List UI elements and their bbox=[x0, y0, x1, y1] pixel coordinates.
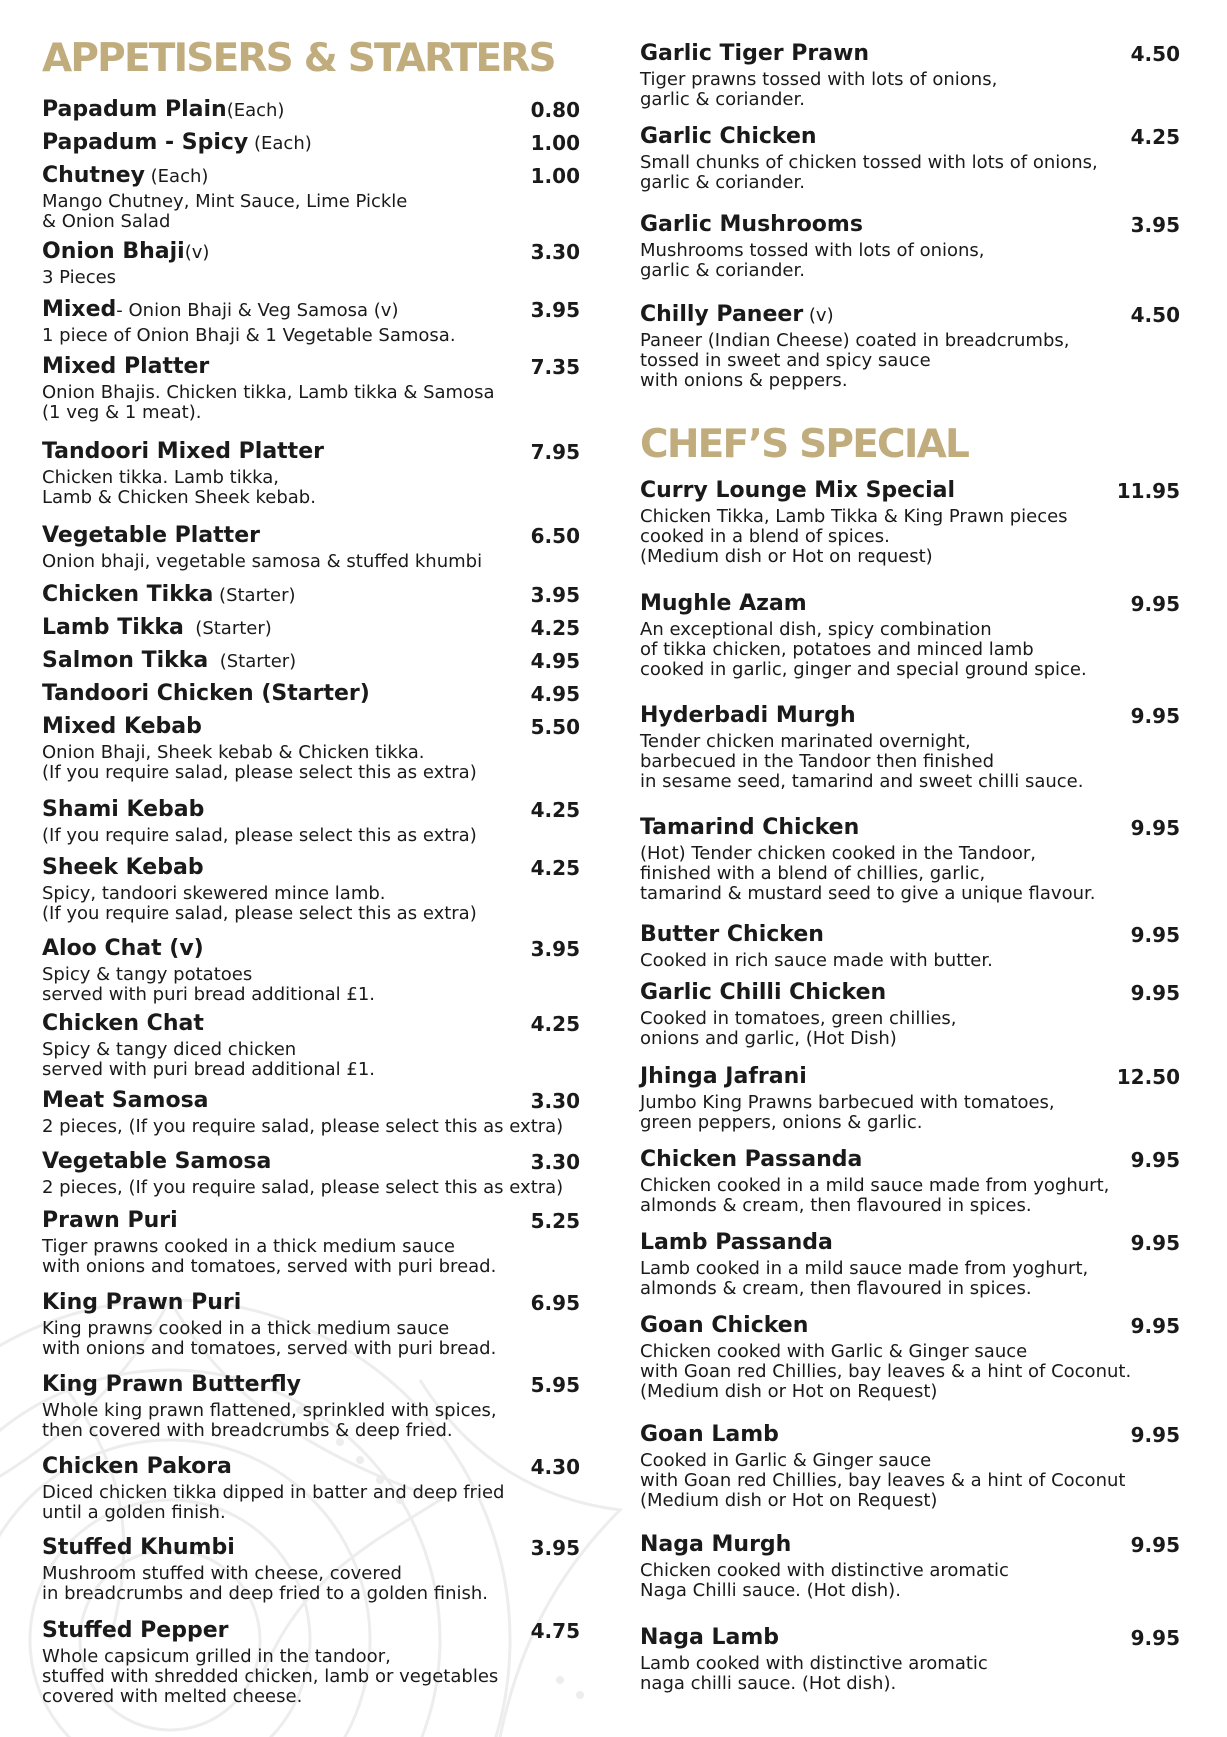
item-name bbox=[42, 95, 284, 126]
item-description: 1 piece of Onion Bhaji & 1 Vegetable Samosa. bbox=[42, 325, 456, 346]
menu-item-header bbox=[42, 646, 580, 676]
menu-item-chicken-passanda bbox=[640, 1145, 1180, 1216]
item-price: 11.95 bbox=[1116, 479, 1180, 503]
item-name bbox=[42, 1452, 232, 1482]
item-name bbox=[640, 300, 834, 331]
item-name-text: King Prawn Butterfly bbox=[42, 1372, 302, 1397]
item-name bbox=[42, 613, 272, 644]
item-name-text: Chutney bbox=[42, 163, 145, 188]
menu-item-aloo-chat-v bbox=[42, 934, 580, 1005]
item-name bbox=[640, 1311, 808, 1341]
item-price: 3.95 bbox=[530, 298, 580, 322]
item-note: (v) bbox=[803, 305, 834, 326]
item-description: Lamb cooked with distinctive aromatic naga chilli sauce. (Hot dish). bbox=[640, 1653, 988, 1694]
menu-item-header bbox=[42, 437, 580, 467]
menu-item-papadum-plain bbox=[42, 95, 580, 125]
menu-item-header bbox=[42, 795, 580, 825]
menu-item-garlic-chicken bbox=[640, 122, 1180, 193]
item-price: 9.95 bbox=[1130, 1626, 1180, 1650]
item-name bbox=[42, 853, 204, 883]
item-name-text: Lamb Passanda bbox=[640, 1230, 833, 1255]
item-description: Chicken cooked with Garlic & Ginger sauce with Goan red Chillies, bay leaves & a hint of Coconut. (Medium dish or Hot on Request) bbox=[640, 1341, 1132, 1402]
menu-item-naga-murgh bbox=[640, 1530, 1180, 1601]
item-name-text: Vegetable Samosa bbox=[42, 1149, 272, 1174]
item-description: Spicy & tangy diced chicken served with puri bread additional £1. bbox=[42, 1039, 376, 1080]
item-price: 4.75 bbox=[530, 1619, 580, 1643]
item-description: Mushroom stuffed with cheese, covered in breadcrumbs and deep fried to a golden finish. bbox=[42, 1563, 488, 1604]
item-name-text: Tamarind Chicken bbox=[640, 815, 860, 840]
menu-item-header bbox=[42, 128, 580, 158]
menu-item-mixed-kebab bbox=[42, 712, 580, 783]
item-price: 0.80 bbox=[530, 98, 580, 122]
item-name bbox=[640, 1062, 807, 1092]
item-description: Onion bhaji, vegetable samosa & stuffed khumbi bbox=[42, 551, 483, 572]
item-name-text: Goan Chicken bbox=[640, 1313, 809, 1338]
item-description: 2 pieces, (If you require salad, please select this as extra) bbox=[42, 1177, 564, 1198]
menu-item-jhinga-jafrani bbox=[640, 1062, 1180, 1133]
item-description: Jumbo King Prawns barbecued with tomatoes, green peppers, onions & garlic. bbox=[640, 1092, 1055, 1133]
menu-item-garlic-tiger-prawn bbox=[640, 39, 1180, 110]
item-note: (Each) bbox=[248, 133, 312, 154]
item-name bbox=[42, 128, 312, 159]
menu-item-header bbox=[640, 978, 1180, 1008]
item-name-text: Chilly Paneer bbox=[640, 302, 804, 327]
item-description: Mango Chutney, Mint Sauce, Lime Pickle & Onion Salad bbox=[42, 191, 408, 232]
section-title-appetisers: APPETISERS & STARTERS bbox=[42, 36, 555, 81]
item-name-text: Naga Murgh bbox=[640, 1532, 792, 1557]
menu-item-salmon-tikka bbox=[42, 646, 580, 676]
menu-item-header bbox=[42, 352, 580, 382]
menu-item-header bbox=[42, 1452, 580, 1482]
item-name bbox=[640, 1420, 779, 1450]
item-name bbox=[42, 646, 296, 677]
menu-item-sheek-kebab bbox=[42, 853, 580, 924]
item-name bbox=[640, 122, 817, 152]
menu-item-header bbox=[640, 1420, 1180, 1450]
item-description: Paneer (Indian Cheese) coated in breadcrumbs, tossed in sweet and spicy sauce with onions & peppers. bbox=[640, 330, 1070, 391]
item-price: 5.25 bbox=[530, 1209, 580, 1233]
menu-item-header bbox=[640, 300, 1180, 330]
menu-item-header bbox=[42, 1147, 580, 1177]
item-name-text: Butter Chicken bbox=[640, 922, 824, 947]
item-name-text: Mixed Platter bbox=[42, 354, 210, 379]
menu-item-lamb-tikka bbox=[42, 613, 580, 643]
menu-item-mixed-platter bbox=[42, 352, 580, 423]
menu-item-shami-kebab bbox=[42, 795, 580, 846]
item-description: Spicy, tandoori skewered mince lamb. (If you require salad, please select this as extra) bbox=[42, 883, 477, 924]
item-price: 4.95 bbox=[530, 649, 580, 673]
menu-item-curry-lounge-mix-special bbox=[640, 476, 1180, 567]
item-description: Chicken Tikka, Lamb Tikka & King Prawn pieces cooked in a blend of spices. (Medium dish or Hot on request) bbox=[640, 506, 1068, 567]
item-price: 9.95 bbox=[1130, 1231, 1180, 1255]
item-price: 3.95 bbox=[530, 583, 580, 607]
item-name-text: Mixed bbox=[42, 297, 117, 322]
item-name bbox=[42, 237, 209, 268]
menu-item-header bbox=[42, 521, 580, 551]
item-name-text: Goan Lamb bbox=[640, 1422, 779, 1447]
item-name-text: Curry Lounge Mix Special bbox=[640, 478, 956, 503]
item-name-text: Stuffed Khumbi bbox=[42, 1535, 235, 1560]
menu-item-hyderbadi-murgh bbox=[640, 701, 1180, 792]
item-name-text: Prawn Puri bbox=[42, 1208, 178, 1233]
menu-item-header bbox=[42, 853, 580, 883]
item-name-text: Chicken Chat bbox=[42, 1011, 204, 1036]
menu-item-header bbox=[42, 613, 580, 643]
item-description: Small chunks of chicken tossed with lots of onions, garlic & coriander. bbox=[640, 152, 1098, 193]
item-price: 9.95 bbox=[1130, 1314, 1180, 1338]
item-price: 4.25 bbox=[1130, 125, 1180, 149]
section-title-chefs-special: CHEF’S SPECIAL bbox=[640, 422, 969, 467]
item-name bbox=[42, 1370, 301, 1400]
item-note: (Starter) bbox=[208, 651, 297, 672]
item-name bbox=[640, 1228, 833, 1258]
item-name-text: Hyderbadi Murgh bbox=[640, 703, 856, 728]
item-name-text: Naga Lamb bbox=[640, 1625, 780, 1650]
item-price: 9.95 bbox=[1130, 1533, 1180, 1557]
item-description: Chicken cooked in a mild sauce made from yoghurt, almonds & cream, then flavoured in spices. bbox=[640, 1175, 1110, 1216]
item-name-text: Jhinga Jafrani bbox=[640, 1064, 807, 1089]
item-name-text: Mixed Kebab bbox=[42, 714, 202, 739]
item-price: 9.95 bbox=[1130, 816, 1180, 840]
item-name-text: Mughle Azam bbox=[640, 591, 807, 616]
item-name-text: Shami Kebab bbox=[42, 797, 205, 822]
item-price: 6.95 bbox=[530, 1291, 580, 1315]
item-description: (Hot) Tender chicken cooked in the Tandoor, finished with a blend of chillies, garlic, tamarind & mustard seed to give a unique flavour. bbox=[640, 843, 1096, 904]
menu-item-header bbox=[640, 476, 1180, 506]
item-price: 1.00 bbox=[530, 164, 580, 188]
menu-item-header bbox=[640, 39, 1180, 69]
item-name-text: King Prawn Puri bbox=[42, 1290, 242, 1315]
item-note: (Starter) bbox=[213, 585, 296, 606]
menu-item-header bbox=[42, 295, 580, 325]
menu-item-header bbox=[640, 701, 1180, 731]
item-price: 3.95 bbox=[530, 1536, 580, 1560]
menu-item-header bbox=[42, 1086, 580, 1116]
menu-item-prawn-puri bbox=[42, 1206, 580, 1277]
item-description: 2 pieces, (If you require salad, please select this as extra) bbox=[42, 1116, 564, 1137]
item-price: 4.25 bbox=[530, 856, 580, 880]
menu-item-header bbox=[42, 1288, 580, 1318]
menu-item-chicken-tikka bbox=[42, 580, 580, 610]
item-name bbox=[42, 295, 398, 326]
item-name bbox=[640, 1530, 791, 1560]
menu-item-header bbox=[640, 1623, 1180, 1653]
item-name bbox=[640, 978, 886, 1008]
item-description: An exceptional dish, spicy combination of tikka chicken, potatoes and minced lamb cooked in garlic, ginger and special ground spice. bbox=[640, 619, 1087, 680]
menu-item-garlic-chilli-chicken bbox=[640, 978, 1180, 1049]
menu-item-garlic-mushrooms bbox=[640, 210, 1180, 281]
item-name bbox=[640, 920, 824, 950]
item-price: 1.00 bbox=[530, 131, 580, 155]
item-name-text: Chicken Pakora bbox=[42, 1454, 232, 1479]
menu-item-tandoori-mixed-platter bbox=[42, 437, 580, 508]
item-description: Cooked in Garlic & Ginger sauce with Goan red Chillies, bay leaves & a hint of Coconut (Medium dish or Hot on Request) bbox=[640, 1450, 1126, 1511]
menu-item-header bbox=[42, 580, 580, 610]
menu-item-header bbox=[640, 122, 1180, 152]
item-description: Cooked in rich sauce made with butter. bbox=[640, 950, 993, 971]
item-name-text: Garlic Tiger Prawn bbox=[640, 41, 870, 66]
menu-item-header bbox=[42, 712, 580, 742]
item-description: Onion Bhaji, Sheek kebab & Chicken tikka. (If you require salad, please select this as extra) bbox=[42, 742, 477, 783]
menu-item-chilly-paneer bbox=[640, 300, 1180, 391]
item-name bbox=[42, 795, 204, 825]
item-price: 3.30 bbox=[530, 240, 580, 264]
item-description: Mushrooms tossed with lots of onions, garlic & coriander. bbox=[640, 240, 985, 281]
item-price: 4.95 bbox=[530, 682, 580, 706]
item-name-text: Garlic Chilli Chicken bbox=[640, 980, 887, 1005]
item-description: Tiger prawns cooked in a thick medium sauce with onions and tomatoes, served with puri bread. bbox=[42, 1236, 497, 1277]
item-name-text: Lamb Tikka bbox=[42, 615, 184, 640]
item-name bbox=[640, 589, 807, 619]
item-description: (If you require salad, please select this as extra) bbox=[42, 825, 477, 846]
menu-item-header bbox=[640, 920, 1180, 950]
item-name-text: Papadum - Spicy bbox=[42, 130, 249, 155]
menu-item-header bbox=[640, 1311, 1180, 1341]
menu-item-chicken-pakora bbox=[42, 1452, 580, 1523]
item-name bbox=[42, 1009, 204, 1039]
item-name bbox=[42, 1616, 228, 1646]
menu-item-header bbox=[42, 934, 580, 964]
item-name-text: Sheek Kebab bbox=[42, 855, 204, 880]
item-name bbox=[42, 1533, 235, 1563]
menu-item-header bbox=[640, 589, 1180, 619]
item-note: (v) bbox=[184, 242, 210, 263]
item-price: 3.95 bbox=[1130, 213, 1180, 237]
item-price: 3.30 bbox=[530, 1089, 580, 1113]
item-price: 6.50 bbox=[530, 524, 580, 548]
item-description: Diced chicken tikka dipped in batter and deep fried until a golden finish. bbox=[42, 1482, 505, 1523]
menu-item-header bbox=[42, 1533, 580, 1563]
item-description: Tiger prawns tossed with lots of onions, garlic & coriander. bbox=[640, 69, 998, 110]
menu-item-goan-lamb bbox=[640, 1420, 1180, 1511]
menu-item-onion-bhaji bbox=[42, 237, 580, 288]
menu-item-vegetable-platter bbox=[42, 521, 580, 572]
item-name-text: Meat Samosa bbox=[42, 1088, 209, 1113]
item-price: 9.95 bbox=[1130, 981, 1180, 1005]
menu-item-lamb-passanda bbox=[640, 1228, 1180, 1299]
item-price: 3.30 bbox=[530, 1150, 580, 1174]
item-name bbox=[42, 1206, 178, 1236]
menu-item-header bbox=[42, 1616, 580, 1646]
item-name-text: Papadum Plain bbox=[42, 97, 227, 122]
item-name bbox=[640, 813, 859, 843]
menu-item-header bbox=[42, 1206, 580, 1236]
item-name-text: Onion Bhaji bbox=[42, 239, 185, 264]
item-name-text: Stuffed Pepper bbox=[42, 1618, 229, 1643]
menu-item-naga-lamb bbox=[640, 1623, 1180, 1694]
item-name-text: Garlic Chicken bbox=[640, 124, 817, 149]
menu-item-header bbox=[640, 813, 1180, 843]
menu-item-header bbox=[42, 1009, 580, 1039]
item-name bbox=[42, 161, 208, 192]
item-price: 5.50 bbox=[530, 715, 580, 739]
item-price: 9.95 bbox=[1130, 704, 1180, 728]
item-price: 4.25 bbox=[530, 798, 580, 822]
menu-item-mughle-azam bbox=[640, 589, 1180, 680]
item-price: 9.95 bbox=[1130, 592, 1180, 616]
item-name bbox=[42, 712, 202, 742]
item-description: Lamb cooked in a mild sauce made from yoghurt, almonds & cream, then flavoured in spices. bbox=[640, 1258, 1089, 1299]
item-name-text: Aloo Chat (v) bbox=[42, 936, 204, 961]
item-description: King prawns cooked in a thick medium sauce with onions and tomatoes, served with puri bread. bbox=[42, 1318, 497, 1359]
menu-item-header bbox=[42, 95, 580, 125]
item-description: Cooked in tomatoes, green chillies, onions and garlic, (Hot Dish) bbox=[640, 1008, 957, 1049]
item-name-text: Tandoori Chicken (Starter) bbox=[42, 681, 370, 706]
item-price: 4.25 bbox=[530, 1012, 580, 1036]
item-name-text: Salmon Tikka bbox=[42, 648, 209, 673]
item-description: Onion Bhajis. Chicken tikka, Lamb tikka & Samosa (1 veg & 1 meat). bbox=[42, 382, 495, 423]
menu-item-tamarind-chicken bbox=[640, 813, 1180, 904]
menu-item-header bbox=[640, 1530, 1180, 1560]
item-name bbox=[42, 1288, 241, 1318]
menu-item-stuffed-khumbi bbox=[42, 1533, 580, 1604]
item-description: Chicken tikka. Lamb tikka, Lamb & Chicken Sheek kebab. bbox=[42, 467, 316, 508]
item-name bbox=[640, 1623, 779, 1653]
item-name-text: Garlic Mushrooms bbox=[640, 212, 863, 237]
item-name bbox=[42, 521, 260, 551]
item-name-text: Chicken Passanda bbox=[640, 1147, 863, 1172]
item-price: 4.50 bbox=[1130, 303, 1180, 327]
menu-item-butter-chicken bbox=[640, 920, 1180, 971]
item-description: 3 Pieces bbox=[42, 267, 117, 288]
item-name-text: Chicken Tikka bbox=[42, 582, 214, 607]
menu-item-header bbox=[42, 161, 580, 191]
menu-item-header bbox=[42, 1370, 580, 1400]
item-note: (Starter) bbox=[183, 618, 272, 639]
item-name bbox=[42, 679, 370, 709]
item-name bbox=[42, 437, 324, 467]
item-name bbox=[42, 1147, 271, 1177]
menu-item-header bbox=[640, 1062, 1180, 1092]
menu-item-goan-chicken bbox=[640, 1311, 1180, 1402]
item-name bbox=[42, 934, 204, 964]
item-price: 4.25 bbox=[530, 616, 580, 640]
item-description: Whole capsicum grilled in the tandoor, stuffed with shredded chicken, lamb or vegetables covered with melted cheese. bbox=[42, 1646, 499, 1707]
item-description: Chicken cooked with distinctive aromatic Naga Chilli sauce. (Hot dish). bbox=[640, 1560, 1009, 1601]
menu-item-king-prawn-puri bbox=[42, 1288, 580, 1359]
item-price: 9.95 bbox=[1130, 1148, 1180, 1172]
menu-item-header bbox=[640, 1228, 1180, 1258]
item-name bbox=[640, 476, 955, 506]
menu-item-papadum-spicy bbox=[42, 128, 580, 158]
menu-item-king-prawn-butterfly bbox=[42, 1370, 580, 1441]
item-name-text: Vegetable Platter bbox=[42, 523, 260, 548]
item-description: Spicy & tangy potatoes served with puri bread additional £1. bbox=[42, 964, 376, 1005]
item-note: - Onion Bhaji & Veg Samosa (v) bbox=[116, 300, 399, 321]
item-price: 12.50 bbox=[1116, 1065, 1180, 1089]
item-price: 7.95 bbox=[530, 440, 580, 464]
item-name bbox=[640, 1145, 862, 1175]
item-price: 4.50 bbox=[1130, 42, 1180, 66]
menu-item-header bbox=[42, 237, 580, 267]
menu-item-tandoori-chicken-starter bbox=[42, 679, 580, 709]
item-note: (Each) bbox=[144, 166, 209, 187]
menu-item-stuffed-pepper bbox=[42, 1616, 580, 1707]
item-price: 9.95 bbox=[1130, 923, 1180, 947]
menu-item-header bbox=[42, 679, 580, 709]
item-price: 4.30 bbox=[530, 1455, 580, 1479]
item-description: Whole king prawn flattened, sprinkled with spices, then covered with breadcrumbs & deep fried. bbox=[42, 1400, 497, 1441]
menu-item-header bbox=[640, 1145, 1180, 1175]
item-name bbox=[42, 352, 209, 382]
item-name bbox=[640, 210, 863, 240]
item-price: 9.95 bbox=[1130, 1423, 1180, 1447]
item-description: Tender chicken marinated overnight, barbecued in the Tandoor then finished in sesame seed, tamarind and sweet chilli sauce. bbox=[640, 731, 1084, 792]
menu-item-vegetable-samosa bbox=[42, 1147, 580, 1198]
menu-item-chicken-chat bbox=[42, 1009, 580, 1080]
item-price: 5.95 bbox=[530, 1373, 580, 1397]
item-price: 3.95 bbox=[530, 937, 580, 961]
item-name bbox=[640, 701, 856, 731]
item-note: (Each) bbox=[226, 100, 285, 121]
item-name bbox=[42, 1086, 209, 1116]
menu-item-mixed bbox=[42, 295, 580, 346]
menu-item-meat-samosa bbox=[42, 1086, 580, 1137]
menu-item-header bbox=[640, 210, 1180, 240]
item-name bbox=[42, 580, 296, 611]
menu-item-chutney bbox=[42, 161, 580, 232]
item-price: 7.35 bbox=[530, 355, 580, 379]
item-name-text: Tandoori Mixed Platter bbox=[42, 439, 324, 464]
item-name bbox=[640, 39, 869, 69]
